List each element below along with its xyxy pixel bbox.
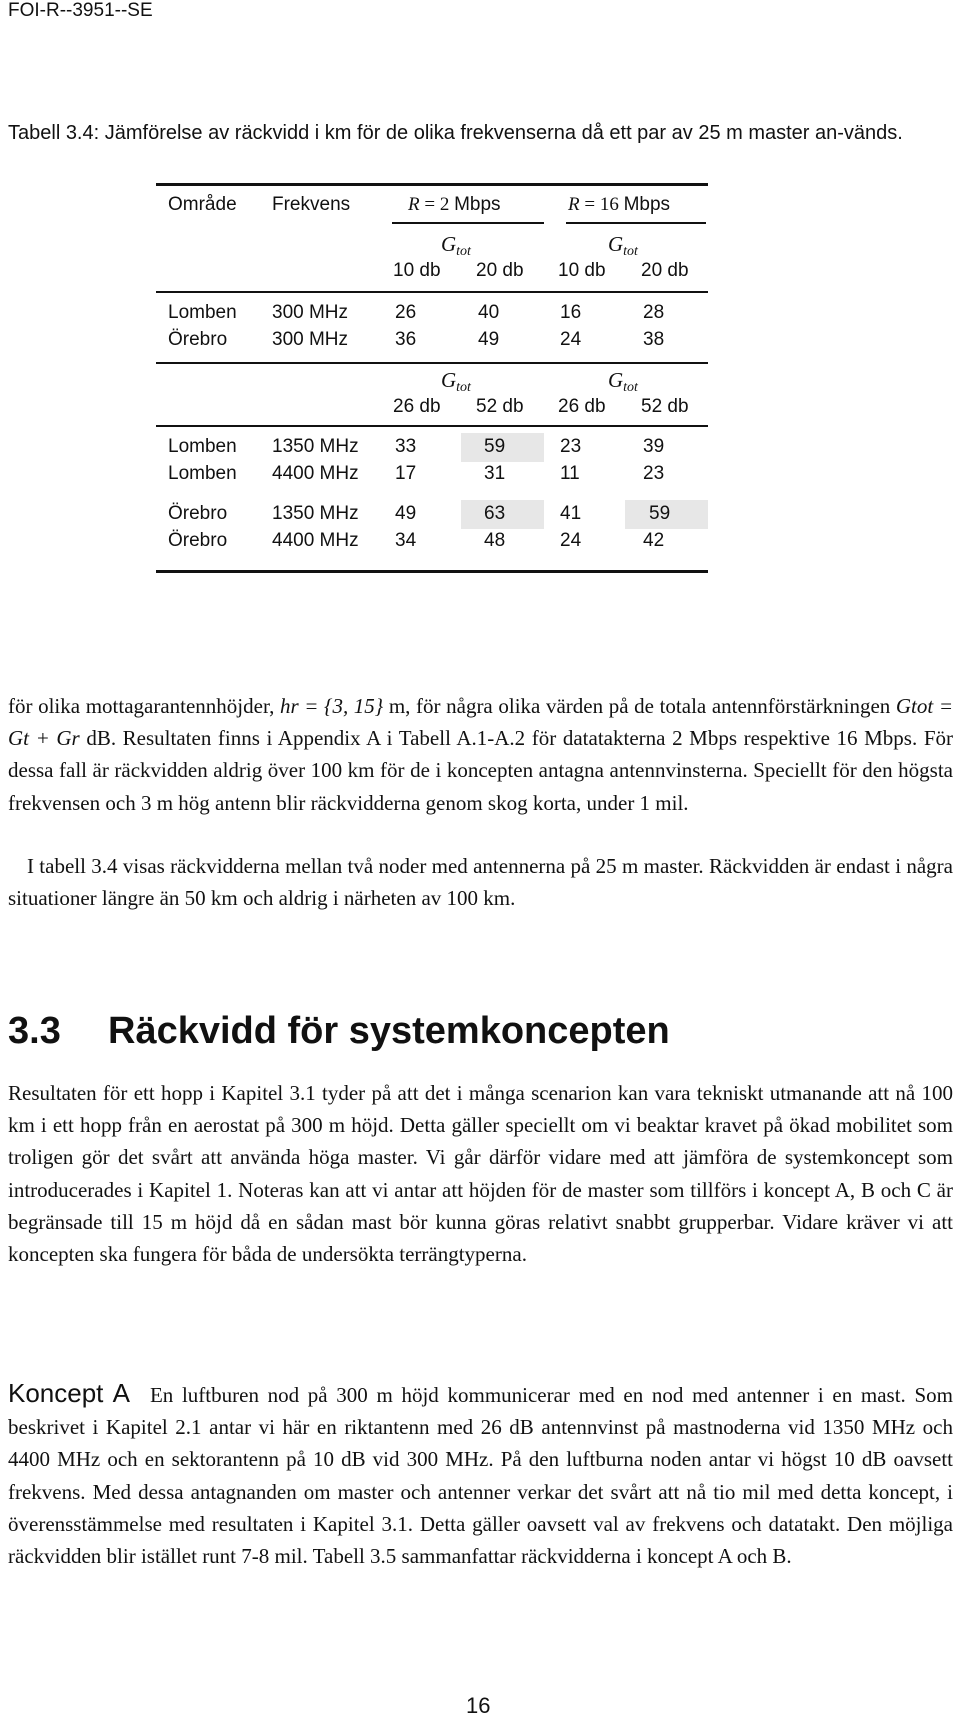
col-header-rate-2: R = 2 Mbps — [408, 194, 501, 215]
row-value: 48 — [484, 530, 506, 551]
row-value: 49 — [395, 503, 417, 524]
row-value: 41 — [560, 503, 582, 524]
header-rule-r2 — [392, 222, 544, 224]
paragraph-table-reference: I tabell 3.4 visas räckvidderna mellan två noder med antennerna på 25 m master. Räckvidden är endast i några situationer längre än 50 km och aldrig i närheten av 100 km. — [8, 854, 953, 911]
gtot-label: $G_{tot}$ — [608, 232, 638, 259]
row-area: Lomben — [168, 463, 237, 484]
row-value: 36 — [395, 329, 417, 350]
row-value: 39 — [643, 436, 665, 457]
row-value: 38 — [643, 329, 665, 350]
row-value: 33 — [395, 436, 417, 457]
paragraph-text: dB. Resultaten finns i Appendix A i Tabell A.1-A.2 för datatakterna 2 Mbps respektive 16 Mbps. För dessa fall är räckvidden aldrig över 100 km för de i koncepten antagna antennvinsterna. Speciellt för den högsta frekvensen och 3 m hög antenn blir räckvidderna genom skog korta, under 1 mil. — [8, 726, 953, 815]
table-top-rule — [156, 183, 708, 186]
row-area: Lomben — [168, 302, 237, 323]
paragraph-text: för olika mottagarantennhöjder, — [8, 694, 280, 718]
gain-label: 52 db — [641, 396, 689, 417]
section-number: 3.3 — [8, 1010, 61, 1052]
paragraph-text: En luftburen nod på 300 m höjd kommunicerar med en nod med antenner i en mast. Som beskrivet i Kapitel 2.1 antar vi här en riktantenn med 26 dB antennvinst på mastnoderna vid 1350 MHz och 4400 MHz och en sektorantenn på 10 dB vid 300 MHz. På den luftburna noden antar vi högst 10 dB oavsett frekvens. Med dessa antagnanden om master och antenner verkar det svårt att nå tio mil med detta koncept, i överensstämmelse med resultaten i Kapitel 3.1. Detta gäller oavsett val av frekvens och datatakt. Den möjliga räckvidden blir istället runt 7-8 mil. Tabell 3.5 sammanfattar räckvidderna i koncept A och B. — [8, 1383, 953, 1569]
row-frequency: 4400 MHz — [272, 530, 359, 551]
col-header-rate-16: R = 16 Mbps — [568, 194, 671, 215]
row-frequency: 1350 MHz — [272, 436, 359, 457]
range-comparison-table — [168, 194, 780, 630]
gain-label: 10 db — [558, 260, 606, 281]
document-id: FOI-R--3951--SE — [8, 0, 153, 21]
row-value: 23 — [560, 436, 582, 457]
row-value: 28 — [643, 302, 665, 323]
gain-label: 20 db — [641, 260, 689, 281]
row-area: Örebro — [168, 530, 228, 551]
row-value: 63 — [484, 503, 506, 524]
row-value: 26 — [395, 302, 417, 323]
row-value: 31 — [484, 463, 506, 484]
row-value: 17 — [395, 463, 417, 484]
table-bottom-rule — [156, 570, 708, 573]
row-area: Örebro — [168, 329, 228, 350]
table-caption: Tabell 3.4: Jämförelse av räckvidd i km för de olika frekvenserna då ett par av 25 m master an-vänds. — [8, 122, 903, 144]
gtot-label: $G_{tot}$ — [441, 368, 471, 395]
gain-label: 20 db — [476, 260, 524, 281]
mid-rule-2 — [156, 425, 708, 427]
concept-a-heading: Koncept A — [8, 1378, 130, 1408]
gain-label: 52 db — [476, 396, 524, 417]
row-value: 40 — [478, 302, 500, 323]
col-header-area: Område — [168, 194, 237, 215]
col-header-frequency: Frekvens — [272, 194, 351, 215]
row-area: Lomben — [168, 436, 237, 457]
row-value: 23 — [643, 463, 665, 484]
header-rule-r16 — [566, 222, 706, 224]
row-value: 59 — [484, 436, 506, 457]
row-frequency: 1350 MHz — [272, 503, 359, 524]
row-value: 11 — [560, 463, 580, 484]
row-frequency: 300 MHz — [272, 329, 349, 350]
row-value: 24 — [560, 329, 582, 350]
gtot-label: $G_{tot}$ — [608, 368, 638, 395]
math-hr: hr = {3, 15} — [279, 694, 384, 718]
math-gtot: Gtot = Gt + Gr — [8, 694, 954, 751]
paragraph-system-concepts: Resultaten för ett hopp i Kapitel 3.1 tyder på att det i många scenarion kan vara tekniskt utmanande att nå 100 km i ett hopp från en aerostat på 300 m höjd. Detta gäller speciellt om vi beaktar kravet på ökad mobilitet som troligen gör det svårt att använda höga master. Vi går därför vidare med att jämföra de systemkoncept som introducerades i Kapitel 1. Noteras kan att vi antar att höjden för de master som tillförs i koncept A, B och C är begränsade till 15 m höjd då en sådan mast bör kunna göras relativt snabbt grupperbar. Vidare kräver vi att koncepten ska fungera för båda de undersökta terrängtyperna. — [8, 1081, 953, 1267]
row-value: 24 — [560, 530, 582, 551]
row-value: 59 — [649, 503, 671, 524]
section-heading — [8, 1010, 670, 1053]
gain-label: 26 db — [393, 396, 441, 417]
paragraph-text: m, för några olika värden på de totala antennförstärkningen — [383, 694, 896, 718]
gain-label: 10 db — [393, 260, 441, 281]
page-number: 16 — [466, 1693, 491, 1718]
row-value: 49 — [478, 329, 500, 350]
row-area: Örebro — [168, 503, 228, 524]
row-value: 16 — [560, 302, 582, 323]
row-frequency: 300 MHz — [272, 302, 349, 323]
row-value: 34 — [395, 530, 417, 551]
mid-rule-1 — [156, 362, 708, 364]
paragraph-concept-a — [8, 1377, 953, 1572]
row-value: 42 — [643, 530, 665, 551]
gain-label: 26 db — [558, 396, 606, 417]
paragraph-antenna-heights — [8, 690, 953, 819]
gtot-label: $G_{tot}$ — [441, 232, 471, 259]
section-title: Räckvidd för systemkoncepten — [108, 1010, 670, 1052]
row-frequency: 4400 MHz — [272, 463, 359, 484]
header-bottom-rule — [156, 291, 708, 293]
